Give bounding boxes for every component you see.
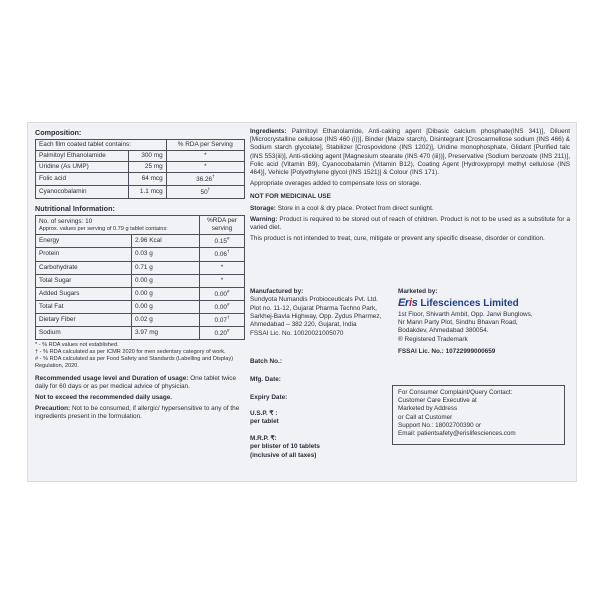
cell-rda [200,326,245,339]
rda-value: * [220,263,224,271]
table-row [36,186,245,199]
rda-value: * [220,276,224,284]
cell-value: 0.71 g [131,261,199,274]
per-tablet-label: per tablet [250,418,279,426]
not-exceed-text: Not to exceed the recommended daily usage. [35,393,173,401]
rda-value: 0.07 [214,316,227,324]
rda-mark: † [226,249,230,255]
cell-value: 0.00 g [131,287,199,300]
table-row [36,151,245,162]
consumer-line: For Consumer Complaint/Query Contact: [398,389,513,396]
ingredients-label: Ingredients: [250,128,287,135]
eris-logo [398,296,568,310]
consumer-line: Marketed by Address [398,405,458,413]
cell-rda [200,300,245,313]
logo-mark [398,297,418,309]
usp-block [250,410,279,427]
composition-title: Composition: [35,128,82,137]
marketed-line: Bodakdev, Ahmedabad 380054. [398,327,489,335]
cell-value: 0.02 g [131,313,199,326]
expiry-date-label: Expiry Date: [250,394,288,401]
warning-label: Warning: [250,215,278,223]
cell-name: Palmitoyl Ethanolamide [36,151,129,162]
cell-rda [200,261,245,274]
storage-text [250,205,570,213]
storage-body: Store in a cool & dry place. Protect from direct sunlight. [277,204,434,212]
table-row [36,248,245,261]
cell-name: Cyanocobalamin [36,186,129,199]
batch-label: Batch No.: [250,358,282,365]
precaution-label: Precaution: [35,404,71,412]
marketed-line: Nr Mann Party Plot, Sindhu Bhavan Road, [398,318,518,326]
logo-s: s [411,297,418,310]
table-row [36,300,245,313]
ingredients-body: Palmitoyl Ethanolamide, Anti-caking agent [Dibasic calcium phosphate(INS 341)], Diluent [Microcrystalline cellulose (INS 460 (i))], Binder (Maize starch), Disintegrant [Croscarmellose sodium (INS 466) & Sodium starch glycolate], Stabilizer [Crospovidone (INS 1202)], Uridine monophosphate, Glidant [Purified talc (INS 553(iii)], Anti-sticking agent [Magnesium stearate (INS 470 (iii))], Preservative (Sodium benzoate (INS 211)], Folic acid (Vitamin B9), Cyanocobalamin (Vitamin B12), Coating Agent [Hydroxypropyl methyl cellulose (INS 464)], Vehicle [Polyethylene glycol (INS 1521)] & Colour (INS 171). [250,128,570,176]
storage-label: Storage: [250,204,276,212]
warning-text [250,216,570,232]
manufactured-label: Manufactured by: [250,288,304,295]
marketed-label: Marketed by: [398,288,438,295]
usage-heading: Recommended usage level and Duration of usage: [35,374,189,382]
incl-taxes-label: (inclusive of all taxes) [250,451,317,459]
consumer-email: Email: patientsafety@erislifesciences.com [398,429,516,437]
cell-rda [166,186,244,199]
per-blister-label: per blister of 10 tablets [250,443,320,451]
cell-rda [200,274,245,287]
cell-value: 0.00 g [131,274,199,287]
marketed-line: ® Registered Trademark [398,335,468,343]
cell-qty: 1.1 mcg [129,186,167,199]
rda-value: 0.15 [214,238,227,246]
approx-text: Approx. values per serving of 0.79 g tablet contains: [39,225,168,232]
cell-name: Sodium [36,326,132,339]
marketed-line: 1st Floor, Shivarth Ambit, Opp. Janvi Bunglows, [398,310,533,318]
cell-value: 0.03 g [131,248,199,261]
rda-value: 0.20 [214,330,227,337]
manufactured-line: Plot no. 11-12, Gujarat Pharma Techno Park, [250,304,377,312]
cell-rda [200,235,245,248]
table-row [36,173,245,186]
logo-er: Er [398,297,410,310]
overages-text: Appropriate overages added to compensate loss on storage. [250,180,422,188]
cell-name: Dietary Fiber [36,313,132,326]
precaution-body: Not to be consumed, if allergic/ hypersensitive to any of the ingredients present in the formulation. [35,404,240,420]
cell-rda [166,173,244,186]
mrp-label: M.R.P. ₹: [250,435,277,442]
cell-name: Total Sugar [36,274,132,287]
rda-mark: † [226,314,230,320]
cell-rda [200,248,245,261]
composition-header-rda: % RDA per Serving [166,140,244,151]
table-row [36,235,245,248]
cell-value: 2.96 Kcal [131,235,199,248]
cell-name: Total Fat [36,300,132,313]
precaution-text [35,405,245,421]
consumer-line: Support No.: 18002700390 or [398,421,481,429]
rda-mark: † [212,174,215,179]
cell-rda: * [166,162,244,173]
cell-value: 3.97 mg [131,326,199,339]
mfg-date-label: Mfg. Date: [250,376,281,383]
cell-rda [200,313,245,326]
usage-text [35,375,245,391]
warning-body: Product is required to be stored out of reach of children. Product is not to be used as a substitute for a varied diet. [250,215,570,231]
cell-qty: 64 mcg [129,173,167,186]
table-row [36,313,245,326]
manufactured-line: Ahmedabad – 382 220, Gujarat, India [250,321,357,329]
rda-value: 0.00 [214,303,227,311]
cell-value: 0.00 g [131,300,199,313]
rda-mark: # [226,288,230,294]
left-column [35,128,245,424]
logo-text: Lifesciences Limited [420,298,519,310]
cell-qty: 25 mg [129,162,167,173]
cell-rda [200,287,245,300]
rda-value: 0.06 [214,251,227,259]
usp-label: U.S.P. ₹ : [250,410,278,417]
manufactured-line: FSSAI Lic. No. 10020021005070 [250,329,344,337]
consumer-line: or Call at Customer [398,413,453,421]
nutrition-title: Nutritional Information: [35,204,115,214]
rda-value: 36.26 [196,176,213,184]
nutrition-table [35,215,245,340]
cell-name: Uridine (As UMP) [36,162,129,173]
cell-name: Added Sugars [36,287,132,300]
manufactured-line: Sundyota Numandis Probioceuticals Pvt. Ltd. [250,296,378,304]
mrp-block [250,435,320,460]
rda-mark: # [226,301,230,307]
not-medicinal-text: NOT FOR MEDICINAL USE [250,193,331,201]
consumer-contact-box [392,385,565,445]
composition-table [35,139,245,199]
marketed-block [398,288,568,356]
fssai-number: FSSAI Lic. No.: 10722999000659 [398,347,496,355]
usage-body: One tablet twice daily for 60 days or as per medical advice of physician. [35,374,237,390]
note-line: # - % RDA calculated as per Food Safety and Standards (Labelling and Display) Regulation, 2020. [35,355,234,369]
note-line: † - % RDA calculated as per ICMR 2020 for men sedentary category of work. [35,348,226,355]
servings-text: No. of servings: 10 [39,217,93,225]
cell-name: Protein [36,248,132,261]
manufactured-block [250,288,390,338]
table-row [36,326,245,339]
table-row [36,274,245,287]
rda-mark: # [226,327,230,333]
cell-name: Carbohydrate [36,261,132,274]
nutrition-header [36,216,200,235]
cell-name: Folic acid [36,173,129,186]
table-row [36,261,245,274]
rda-mark: † [207,187,211,193]
consumer-line: Customer Care Executive at [398,397,477,405]
rda-value: 50 [200,189,208,197]
manufactured-line: Sarkhej-Bavla Highway, Opp. Zydus Pharmez, [250,312,382,320]
cell-rda: * [166,151,244,162]
rda-value: 0.00 [214,290,227,298]
cell-name: Energy [36,235,132,248]
table-row [36,162,245,173]
cell-qty: 300 mg [129,151,167,162]
composition-header-contains: Each film coated tablet contains: [36,140,167,151]
table-row [36,287,245,300]
rda-mark: # [226,236,230,242]
right-column [250,128,570,246]
rda-notes [35,342,245,370]
note-line: * - % RDA values not established. [35,342,119,348]
disclaimer-text: This product is not intended to treat, cure, mitigate or prevent any specific disease, disorder or condition. [250,235,545,243]
logo-i: i [409,297,412,310]
ingredients-text [250,128,570,177]
nutrition-rda-header: %RDA per serving [200,216,245,235]
